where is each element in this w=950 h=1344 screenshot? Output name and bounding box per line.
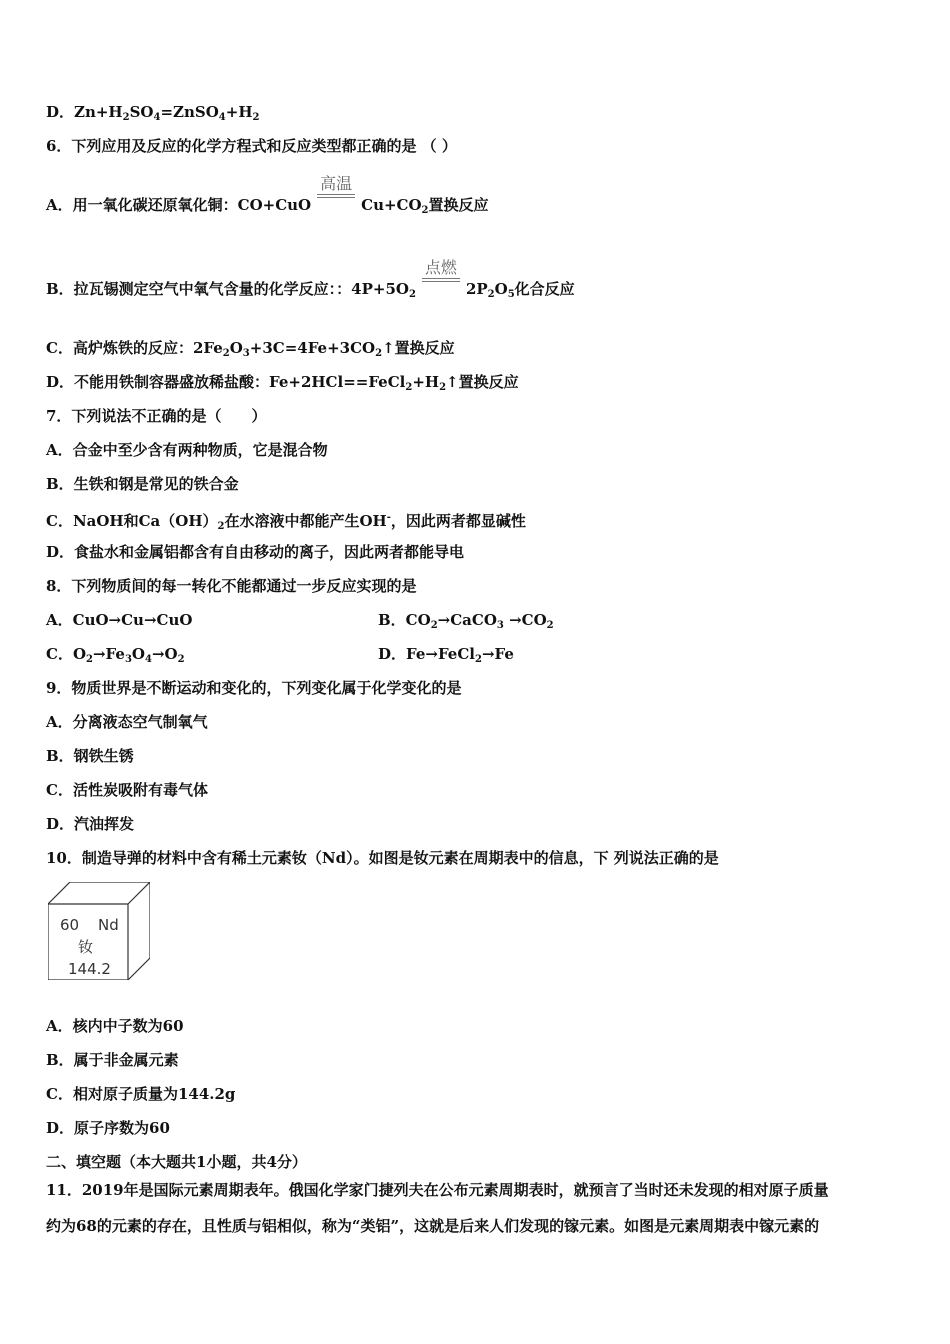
question-6-option-c: C．高炉炼铁的反应：$2Fe_2O_3+3C=4Fe+3CO_2↑$置换反应 (46, 339, 455, 359)
periodic-element-card (48, 882, 150, 980)
element-name: 钕 (78, 938, 94, 956)
question-10-option-b: B．属于非金属元素 (46, 1051, 179, 1069)
element-symbol: Nd (98, 916, 119, 934)
question-7-option-b: B．生铁和钢是常见的铁合金 (46, 475, 239, 493)
question-9-option-c: C．活性炭吸附有毒气体 (46, 781, 208, 799)
question-10-option-d: D．原子序数为60 (46, 1119, 170, 1137)
question-7-option-a: A．合金中至少含有两种物质，它是混合物 (46, 441, 328, 459)
question-8-option-a: A．CuO→Cu→CuO (46, 611, 193, 629)
question-9-option-d: D．汽油挥发 (46, 815, 135, 833)
atomic-mass: 144.2 (68, 960, 111, 978)
question-6-option-d: D．不能用铁制容器盛放稀盐酸：$Fe+2HCl==FeCl_2+H_2↑$置换反应 (46, 373, 519, 393)
q6b-text-pre: B．拉瓦锡测定空气中氧气含量的化学反应：：$4P+5O_2$ (46, 280, 416, 300)
question-10-option-c: C．相对原子质量为144.2g (46, 1085, 236, 1103)
question-8-option-b: B．$CO_2\to CaCO_3 \to CO_2$ (378, 611, 554, 631)
question-9-option-a: A．分离液态空气制氧气 (46, 713, 208, 731)
condition-high-temp: 高温 (315, 196, 357, 216)
question-8-option-c: C．$O_2\to Fe_3O_4\to O_2$ (46, 645, 185, 665)
section-heading-fill-blank: 二、填空题（本大题共1小题，共4分） (46, 1153, 307, 1171)
question-6-option-a (46, 174, 489, 221)
question-7: 7．下列说法不正确的是（ ） (46, 407, 267, 425)
question-8: 8．下列物质间的每一转化不能都通过一步反应实现的是 (46, 577, 417, 595)
option-d-prev: D．$Zn+H_2SO_4=ZnSO_4+H_2$ (46, 103, 260, 123)
question-9: 9．物质世界是不断运动和变化的，下列变化属于化学变化的是 (46, 679, 462, 697)
question-10-option-a: A．核内中子数为60 (46, 1017, 184, 1035)
question-6-option-b (46, 258, 575, 305)
question-11-line-2: 约为68的元素的存在，且性质与铝相似，称为“类铝”，这就是后来人们发现的镓元素。如图是元素周期表中镓元素的 (46, 1217, 820, 1235)
question-8-option-d: D．Fe→FeCl$_2$→Fe (378, 645, 514, 665)
question-7-option-c: C．NaOH和$Ca(OH)_2$在水溶液中都能产生OH-，因此两者都显碱性 (46, 512, 526, 532)
question-10: 10．制造导弹的材料中含有稀土元素钕（Nd）。如图是钕元素在周期表中的信息，下 列说法正确的是 (46, 849, 719, 867)
question-9-option-b: B．钢铁生锈 (46, 747, 134, 765)
question-6: 6．下列应用及反应的化学方程式和反应类型都正确的是 （ ） (46, 137, 457, 155)
question-7-option-d: D．食盐水和金属铝都含有自由移动的离子，因此两者都能导电 (46, 543, 465, 561)
q6b-text-post: $2P_2O_5$化合反应 (465, 280, 575, 300)
question-11-line-1: 11．2019年是国际元素周期表年。俄国化学家门捷列夫在公布元素周期表时，就预言了当时还未发现的相对原子质量 (46, 1181, 829, 1199)
q6a-text-pre: A．用一氧化碳还原氧化铜：CO+CuO (46, 196, 312, 214)
atomic-number: 60 (60, 916, 80, 934)
condition-ignite: 点燃 (420, 280, 462, 300)
q6a-text-post: $Cu+CO_2$置换反应 (361, 196, 489, 216)
